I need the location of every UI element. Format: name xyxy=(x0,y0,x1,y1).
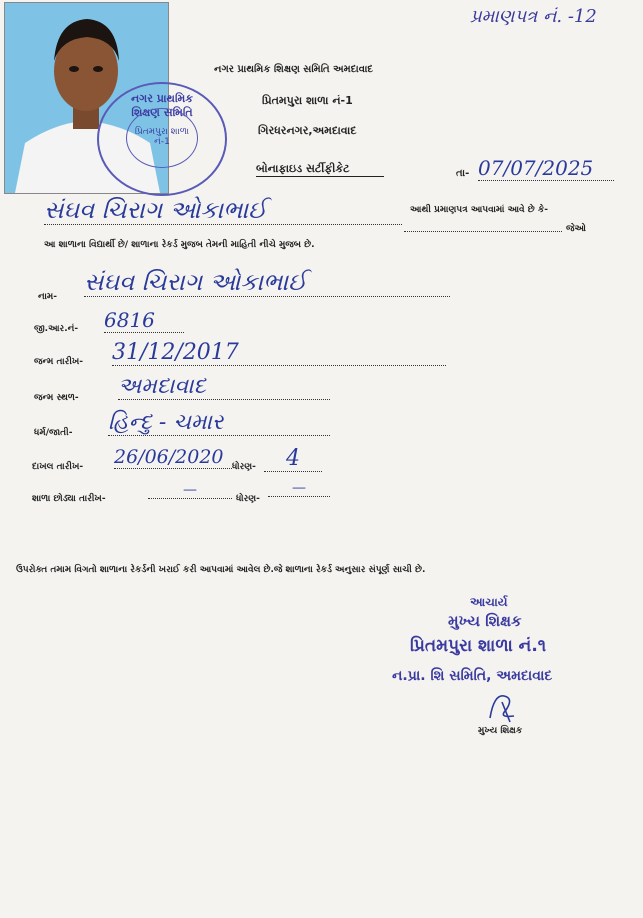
leave-std-label: ધોરણ- xyxy=(236,494,260,504)
name-value: સંઘવ ચિરાગ ઓકાભાઈ xyxy=(84,268,450,297)
leave-std-value: — xyxy=(268,480,330,497)
stamp-school-name: પ્રિતમપુરા શાળા નં.૧ xyxy=(410,636,547,656)
signature-mark xyxy=(484,688,524,726)
stamp-inner-text: પ્રિતમપુરા શાળા નં-1 xyxy=(134,127,190,147)
admit-std-label: ધોરણ- xyxy=(232,462,256,472)
intro-line1-end: જેઓ xyxy=(566,224,586,234)
date-value: 07/07/2025 xyxy=(478,156,614,181)
date-label: તા- xyxy=(456,168,470,179)
declaration-text: ઉપરોક્ત તમામ વિગતો શાળાના રેકર્ડની ખરાઈ કરી આપવામાં આવેલ છે.જે શાળાના રેકર્ડ અનુસાર સંપૂર્ણ સાચી છે. xyxy=(16,565,426,575)
intro-line1-fill xyxy=(404,230,562,232)
school-name: પ્રિતમપુરા શાળા નં-1 xyxy=(262,94,353,107)
leave-label: શાળા છોડ્યા તારીખ- xyxy=(32,494,106,504)
gr-value: 6816 xyxy=(104,308,184,333)
stamp-committee: ન.પ્રા. શિ સમિતિ, અમદાવાદ xyxy=(392,668,553,684)
pob-value: અમદાવાદ xyxy=(118,374,330,400)
religion-label: ધર્મ/જાતી- xyxy=(34,428,73,438)
signature-role: મુખ્ય શિક્ષક xyxy=(478,726,523,736)
admit-std-value: 4 xyxy=(264,446,322,472)
gr-label: જી.આર.નં- xyxy=(34,324,79,334)
religion-value: હિન્દુ - ચમાર xyxy=(108,410,330,436)
intro-student-name: સંઘવ ચિરાગ ઓકાભાઈ xyxy=(44,196,402,225)
intro-line2: આ શાળાના વિદ્યાર્થી છે/ શાળાના રેકર્ડ મુજબ તેમની માહિતી નીચે મુજબ છે. xyxy=(44,240,315,250)
pob-label: જન્મ સ્થળ- xyxy=(34,393,79,403)
dob-value: 31/12/2017 xyxy=(112,340,446,366)
certificate-number: પ્રમાણપત્ર નં. -12 xyxy=(470,6,597,27)
stamp-inner-ring xyxy=(126,108,198,168)
head-label: મુખ્ય શિક્ષક xyxy=(448,612,522,630)
name-label: નામ- xyxy=(38,292,57,302)
school-address: ગિરધરનગર,અમદાવાદ xyxy=(258,124,357,137)
admit-label: દાખલ તારીખ- xyxy=(32,462,84,472)
intro-line1-suffix: આથી પ્રમાણપત્ર આપવામાં આવે છે કે- xyxy=(410,205,548,215)
committee-header: નગર પ્રાથમિક શિક્ષણ સમિતિ અમદાવાદ xyxy=(214,64,374,75)
admit-value: 26/06/2020 xyxy=(114,446,232,469)
leave-value: — xyxy=(148,482,232,499)
stamp-outer-text: નગર પ્રાથમિક શિક્ષણ સમિતિ xyxy=(130,92,194,119)
acting-label: આચાર્ય xyxy=(470,595,508,609)
dob-label: જન્મ તારીખ- xyxy=(34,357,84,367)
certificate-title: બોનાફાઇડ સર્ટીફીકેટ xyxy=(256,162,384,177)
